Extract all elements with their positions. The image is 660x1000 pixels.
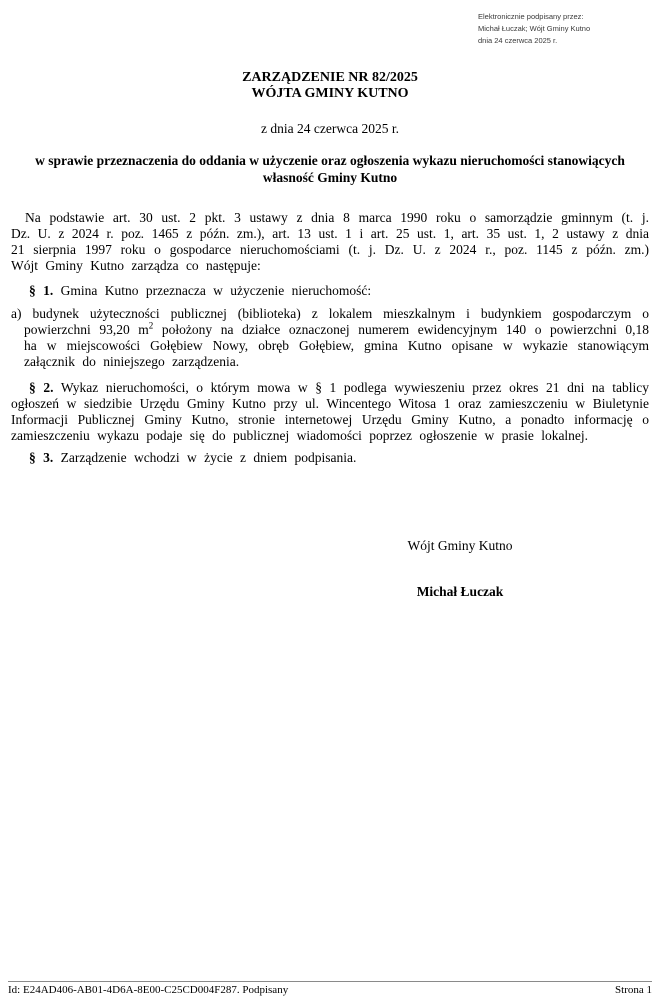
title-line-1: ZARZĄDZENIE NR 82/2025 [242, 70, 418, 85]
document-subject: w sprawie przeznaczenia do oddania w użyczenie oraz ogłoszenia wykazu nieruchomości stanowiących własność Gminy Kutno [35, 153, 625, 185]
paragraph-section-1 [11, 283, 649, 299]
item-a-text-2: położony na działce oznaczonej numerem ewidencyjnym 140 o powierzchni 0,18 ha w miejscowości Gołębiew Nowy, obręb Gołębiew, gmina Kutno opisane w wykazie stanowiącym załącznik do niniejszego zarządzenia. [24, 322, 649, 369]
footer-page-number: Strona 1 [615, 984, 652, 996]
stamp-line-2: Michał Łuczak; Wójt Gminy Kutno [478, 24, 591, 33]
document-date: z dnia 24 czerwca 2025 r. [261, 121, 399, 136]
section-1-number: § 1. [29, 283, 54, 298]
item-a-superscript: 2 [148, 320, 154, 331]
paragraph-item-a [11, 306, 649, 370]
title-line-2: WÓJTA GMINY KUTNO [251, 86, 409, 101]
section-2-number: § 2. [29, 380, 54, 395]
section-2-text: Wykaz nieruchomości, o którym mowa w § 1 podlega wywieszeniu przez okres 21 dni na tablicy ogłoszeń w siedzibie Urzędu Gminy Kutno przy ul. Wincentego Witosa 1 oraz zamieszczeniu w Biuletynie Informacji Publicznej Gminy Kutno, stronie internetowej Urzędu Gminy Kutno, a ponadto informację o zamieszczeniu wykazu podaje się do publicznej wiadomości poprzez ogłoszenie w prasie lokalnej. [11, 380, 650, 443]
signature-block [360, 538, 560, 600]
paragraph-section-3 [11, 450, 649, 466]
page-footer [8, 981, 652, 997]
section-3-text: Zarządzenie wchodzi w życie z dniem podpisania. [53, 450, 357, 465]
paragraph-section-2 [11, 380, 649, 444]
paragraph-preamble: Na podstawie art. 30 ust. 2 pkt. 3 ustawy z dnia 8 marca 1990 roku o samorządzie gminnym (t. j. Dz. U. z 2024 r. poz. 1465 z późn. zm.), art. 13 ust. 1 i art. 25 ust. 1, art. 35 ust. 1, 2 ustawy z dnia 21 sierpnia 1997 roku o gospodarce nieruchomościami (t. j. Dz. U. z 2024 r., poz. 1145 z późn. zm.) Wójt Gminy Kutno zarządza co następuje: [11, 210, 649, 273]
section-3-number: § 3. [29, 450, 54, 465]
signer-role: Wójt Gminy Kutno [407, 538, 513, 553]
signer-name: Michał Łuczak [416, 584, 504, 599]
document-content [11, 0, 649, 466]
document-title [11, 70, 649, 102]
stamp-line-1: Elektronicznie podpisany przez: [478, 12, 584, 21]
footer-document-id: Id: E24AD406-AB01-4D6A-8E00-C25CD004F287. Podpisany [8, 984, 289, 996]
stamp-line-3: dnia 24 czerwca 2025 r. [478, 36, 558, 45]
section-1-text: Gmina Kutno przeznacza w użyczenie nieruchomość: [53, 283, 372, 298]
item-a-text-1: a) budynek użyteczności publicznej (biblioteka) z lokalem mieszkalnym i budynkiem gospodarczym o powierzchni 93,20 m [11, 306, 649, 337]
